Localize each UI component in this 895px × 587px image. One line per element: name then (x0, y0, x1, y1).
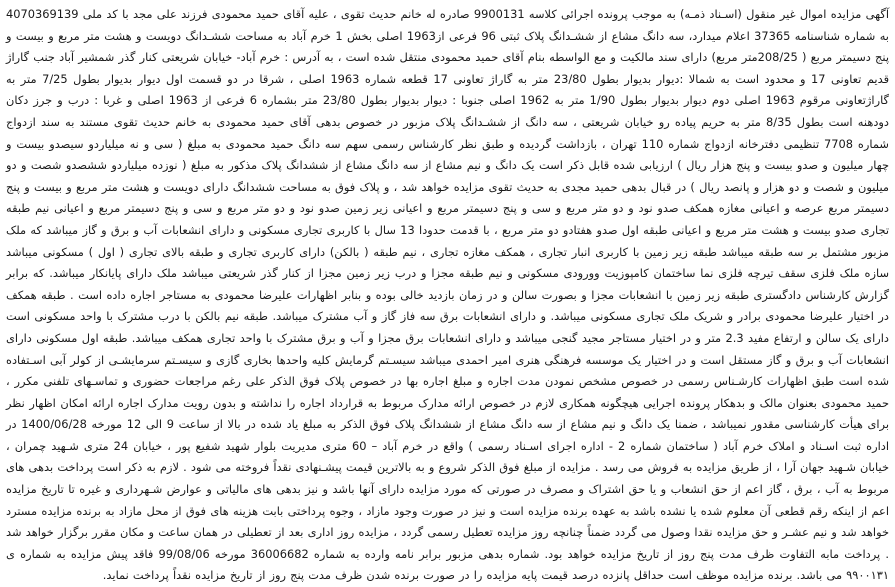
auction-notice-text: آگهی مزایده اموال غیر منقول (اسـناد ذمـه) به موجب پرونده اجرائی کلاسه 9900131 صادره له خانم حدیث تقوی ، علیه آقای حمید محمودی فرزند علی مجد با کد ملی 4070369139 به شماره شناسنامه 37365 اعلام میدارد، سه دانگ مشاع از ششـدانگ پلاک ثبتی 96 فرعی از1963 اصلی بخش 1 خرم آباد به مساحت ششـدانگ دویست و هشت متر مربع و بیست و پنج دسیمتر مربع ( 208/25متر مربع) دارای سند مالکیت و مع الواسطه بنام آقای حمید محمودی منتقل شده است ، به آدرس : خرم آباد- خیابان شریعتی کنار گذر شمشیر آباد جنب گاراژ قدیم تعاونی 17 و محدود است به شمالا :دیوار بدیوار بطول 23/80 متر به گاراژ تعاونی 17 قطعه شماره 1963 اصلی ، شرقا در دو قسمت اول دیوار بدیوار بطول 7/25 متر به گاراژتعاونی مرقوم 1963 اصلی دوم دیوار بدیوار بطول 1/90 متر به 1962 اصلی جنوبا : دیوار بدیوار بطول 23/80 متر بشماره 6 فرعی از 1963 اصلی و غربا : درب و جرز دکان دودهنه است بطول 8/35 متر به حریم پیاده رو خیابان شریعتی ، سه دانگ از ششـدانگ پلاک مزبور در خصوص بدهی آقای حمید محمودی به خانم حدیث تقوی مستند به سند ازدواج شماره 7708 تنظیمی دفترخانه ازدواج شماره 110 تهران ، بازداشت گردیده و طبق نظر کارشناس رسمی سهم سه دانگ حمید محمودی به مبلغ ( سی و نه میلیاردو سیصدو بیست و چهار میلیون و صدو بیست و پنج هزار ریال ) ارزیابی شده قابل ذکر است یک دانگ و نیم مشاع از سه دانگ مشاع از ششدانگ پلاک مذکور به مبلغ ( نوزده میلیاردو ششصدو شصت و دو میلیون و شصت و دو هزار و پانصد ریال ) در قبال بدهی حمید مجدی به حدیث تقوی مزایده خواهد شد ، و پلاک فوق به مساحت ششدانگ دارای دویست و هشت متر مربع و بیست و پنج دسیمتر مربع عرصه و اعیانی مغازه همکف صدو نود و دو متر مربع و سی و پنج دسیمتر مربع و اعیانی زیر زمین صدو نود و دو متر مربع و سی و پنج دسیمتر مربع و اعیانی نیم طبقه تجاری صدو بیست و هشت متر مربع و اعیانی طبقه اول صدو هفتادو دو متر مربع ، با قدمت حدودا 13 سال با کاربری تجاری مسکونی و دارای انشعابات آب و برق و گاز میباشد که ملک مزبور مشتمل بر سه طبقه میباشد طبقه زیر زمین با کاربری انبار تجاری ، همکف مغازه تجاری ، نیم طبقه ( بالکن) دارای کاربری تجاری و طبقه بالای تجاری ( اول ) مسکونی میباشد سازه ملک فلزی سقف تیرچه فلزی نما ساختمان کامپوزیت وورودی مسکونی و نیم طبقه مجزا و درب زیر زمین مجزا از کنار گذر شریعتی میباشد ملک دارای پایانکار میباشد. که برابر گزارش کارشناس دادگستری طبقه زیر زمین با انشعابات مجزا و بصورت سالن و در زمان بازدید خالی بوده و بنابر اظهارات علیرضا محمودی به مستاجر اجاره داده است . طبقه همکف در اختیار علیرضا محمودی برادر و شریک ملک تجاری مسکونی میباشد. و دارای انشعابات برق سه فاز گاز و آب مشترک میباشد. طبقه نیم بالکن با درب مشترک با واحد مسکونی است دارای یک سالن و ارتفاع مفید 2.3 متر و در اختیار مستاجر مجید گنجی میباشد و دارای انشعابات برق مجزا و آب و برق مشترک با واحد تجاری همکف میباشد. طبقه اول مسکونی دارای انشعابات آب و برق و گاز مستقل است و در اختیار یک موسسه فرهنگی هنری امیر احمدی میباشد سیسـتم گرمایش کلیه واحدها بخاری گازی و سیسـتم سرمایشـی از کولر آبی اسـتفاده شده است طبق اظهارات کارشـناس رسمی در خصوص مشخص نمودن مدت اجاره و مبلغ اجاره بها در خصوص پلاک فوق الذکر علی رغم مراجعات حضوری و تماسـهای تلفنی مکرر ، حمید محمودی بعنوان مالک و بدهکار پرونده اجرایی هیچگونه همکاری لازم در خصوص ارائه مدارک مربوط به قرارداد اجاره را نداشته و بدون رویت مدارک اجاره ارائه امکان اظهار نظر برای هیأت کارشناسی مقدور نمیباشد ، ضمنا یک دانگ و نیم مشاع از سه دانگ مشاع از ششدانگ پلاک فوق الذکر به مبلغ یاد شده در بالا از ساعت 9 الی 12 مورخه 1400/06/28 در اداره ثبت اسـناد و املاک خرم آباد ( ساختمان شماره 2 - اداره اجرای اسـناد رسمی ) واقع در خرم آباد – 60 متری مدیریت بلوار شهید شفیع پور ، خیابان 24 متری شـهید چمران ، خیابان شـهید جهان آرا ، از طریق مزایده به فروش می رسد . مزایده از مبلغ فوق الذکر شروع و به بالاترین قیمت پیشـنهادی نقداً فروخته می شود . لازم به ذکر است پرداخت بدهی های مربوط به آب ، برق ، گاز اعم از حق انشعاب و یا حق اشتراک و مصرف در صورتی که مورد مزایده دارای آنها باشد و نیز بدهی های مالیاتی و عوارض شـهرداری و غیره تا تاریخ مزایده اعم از اینکه رقم قطعی آن معلوم شده یا نشده باشد به عهده برنده مزایده است و نیز در صورت وجود مازاد ، وجوه پرداختی بابت هزینه های فوق از محل مازاد به برنده مزایده مسترد خواهد شد و نیم عشـر و حق مزایده نقدا وصول می گردد ضمناً چنانچه روز مزایده تعطیل رسمی گردد ، مزایده روز اداری بعد از تعطیلی در همان ساعت و مکان مقرر برگزار خواهد شد . پرداخت مابه التفاوت ظرف مدت پنج روز از تاریخ مزایده خواهد بود. شماره بدهی مزبور برابر نامه وارده به شماره 36006682 مورخه 99/08/06 فاقد پیش مزایده به شماره ی ۹۹۰۰۱۳۱ می باشد. برنده مزایده موظف است حداقل پانزده درصد قیمت پایه مزایده را در صورت برنده شدن ظرف مدت پنج روز از تاریخ مزایده نقداً پرداخت نماید. (6, 7, 890, 583)
